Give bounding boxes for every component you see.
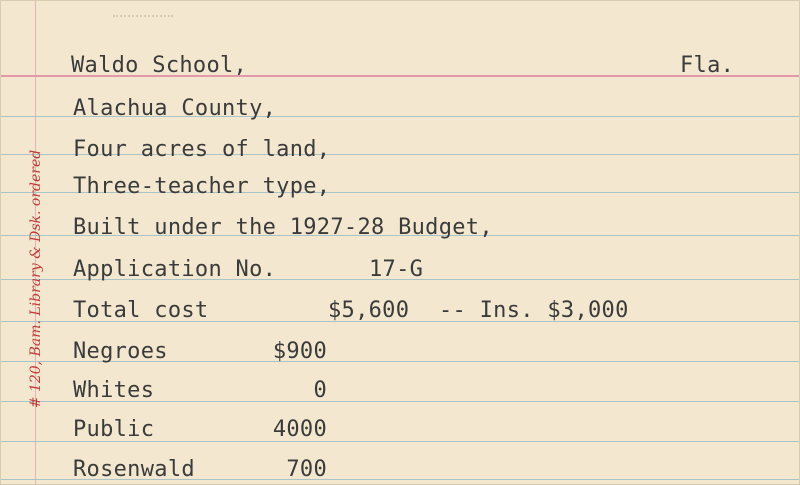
type-line: Three-teacher type, (73, 174, 331, 199)
application-value: 17-G (369, 257, 424, 282)
land-line: Four acres of land, (73, 137, 331, 162)
fund-value-public: 4000 (272, 417, 327, 442)
fund-label-rosenwald: Rosenwald (73, 457, 195, 482)
budget-line: Built under the 1927-28 Budget, (73, 215, 493, 240)
erased-mark (113, 15, 173, 23)
fund-label-public: Public (73, 417, 155, 442)
total-cost-value: $5,600 (328, 298, 410, 323)
application-label: Application No. (73, 257, 277, 282)
total-cost-label: Total cost (73, 298, 209, 323)
fund-label-whites: Whites (73, 378, 155, 403)
handwritten-margin-note: # 120, Bam. Library & Dsk. ordered (28, 149, 44, 409)
insurance-value: -- Ins. $3,000 (439, 298, 629, 323)
fund-value-whites: 0 (313, 378, 327, 403)
county-line: Alachua County, (73, 96, 277, 121)
fund-value-rosenwald: 700 (286, 457, 327, 482)
school-name: Waldo School, (71, 53, 248, 78)
fund-value-negroes: $900 (272, 339, 327, 364)
fund-label-negroes: Negroes (73, 339, 168, 364)
state-abbrev: Fla. (680, 53, 735, 78)
